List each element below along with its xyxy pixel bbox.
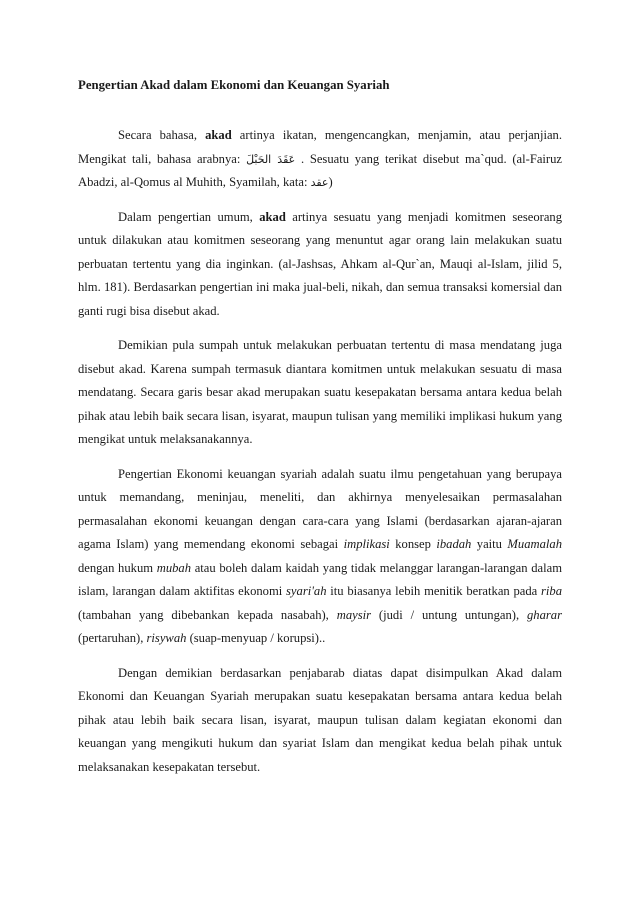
p2-bold-akad: akad <box>259 209 286 224</box>
p4-text-3: yaitu <box>471 537 508 551</box>
p4-italic-syariah: syari'ah <box>286 584 327 598</box>
p1-text-1: Secara bahasa, <box>118 128 206 142</box>
paragraph-3 <box>78 334 562 452</box>
p1-text-4: ) <box>328 175 333 189</box>
paragraph-5 <box>78 662 562 780</box>
p4-text-9: (pertaruhan), <box>78 631 147 645</box>
document-title: Pengertian Akad dalam Ekonomi dan Keuangan Syariah <box>78 78 390 92</box>
p4-italic-gharar: gharar <box>527 607 562 622</box>
p4-text-8: (judi / untung untungan), <box>371 607 527 622</box>
p4-italic-mubah: mubah <box>156 560 192 575</box>
p1-text-2: artinya ikatan, mengencangkan, menjamin, atau perjanjian. Mengikat tali, bahasa arabnya: <box>78 128 562 166</box>
p1-bold-akad: akad <box>205 128 232 142</box>
p4-italic-implikasi: implikasi <box>343 537 390 551</box>
p1-arabic-word: عقد <box>310 176 329 189</box>
p4-italic-riba: riba <box>541 584 563 598</box>
p3-text-1: Demikian pula sumpah untuk melakukan perbuatan tertentu di masa mendatang juga disebut akad. Karena sumpah termasuk diantara komitmen untuk melakukan sesuatu di masa mendatang. Secara garis besar akad merupakan suatu kesepakatan bersama antara kedua belah pihak atau lebih baik secara lisan, isyarat, maupun tulisan yang memiliki implikasi hukum yang mengikat untuk melaksanakannya. <box>78 338 562 446</box>
p5-text-1: Dengan demikian berdasarkan penjabarab diatas dapat disimpulkan Akad dalam Ekonomi dan Keuangan Syariah merupakan suatu kesepakatan bersama antara kedua belah pihak atau lebih baik secara lisan, isyarat, maupun tulisan dalam kegiatan ekonomi dan keuangan yang mengikuti hukum dan syariat Islam dan mengikat kedua belah pihak untuk melaksanakan kesepakatan tersebut. <box>78 665 562 774</box>
p4-text-1: Pengertian Ekonomi keuangan syariah adalah suatu ilmu pengetahuan yang berupaya untuk memandang, meninjau, meneliti, dan akhirnya menyelesaikan permasalahan permasalahan ekonomi keuangan dengan cara-cara yang Islami (berdasarkan ajaran-ajaran agama Islam) yang memendang ekonomi sebagai <box>78 466 562 551</box>
paragraph-2 <box>78 206 562 324</box>
p4-italic-risywah: risywah <box>146 631 187 645</box>
p4-text-7: (tambahan yang dibebankan kepada nasabah), <box>78 607 337 622</box>
p2-text-2: artinya sesuatu yang menjadi komitmen seseorang untuk dilakukan atau komitmen seseorang yang menuntut agar orang lain melakukan suatu perbuatan tertentu yang dia inginkan. (al-Jashsas, Ahkam al-Qur`an, Mauqi al-Islam, jilid 5, hlm. 181). Berdasarkan pengertian ini maka jual-beli, nikah, dan semua transaksi komersial dan ganti rugi bisa disebut akad. <box>78 209 563 318</box>
p4-text-6: itu biasanya lebih menitik beratkan pada <box>326 584 542 598</box>
p4-italic-muamalah: Muamalah <box>507 537 562 551</box>
p4-italic-ibadah: ibadah <box>436 537 472 551</box>
p4-text-5: atau boleh dalam kaidah yang tidak melanggar larangan-larangan dalam islam, larangan dalam aktifitas ekonomi <box>78 560 562 598</box>
p2-text-1: Dalam pengertian umum, <box>118 209 260 224</box>
paragraph-1 <box>78 124 562 195</box>
p1-arabic-phrase: عَقَدَ الحَبْلَ <box>246 152 296 166</box>
p4-text-10: (suap-menyuap / korupsi).. <box>186 631 326 645</box>
p4-italic-maysir: maysir <box>336 607 372 622</box>
paragraph-4 <box>78 463 562 651</box>
p4-text-4: dengan hukum <box>78 560 157 575</box>
p1-text-3: . Sesuatu yang terikat disebut ma`qud. (al-Fairuz Abadzi, al-Qomus al Muhith, Syamilah, kata: <box>78 151 562 189</box>
p4-text-2: konsep <box>389 537 437 551</box>
